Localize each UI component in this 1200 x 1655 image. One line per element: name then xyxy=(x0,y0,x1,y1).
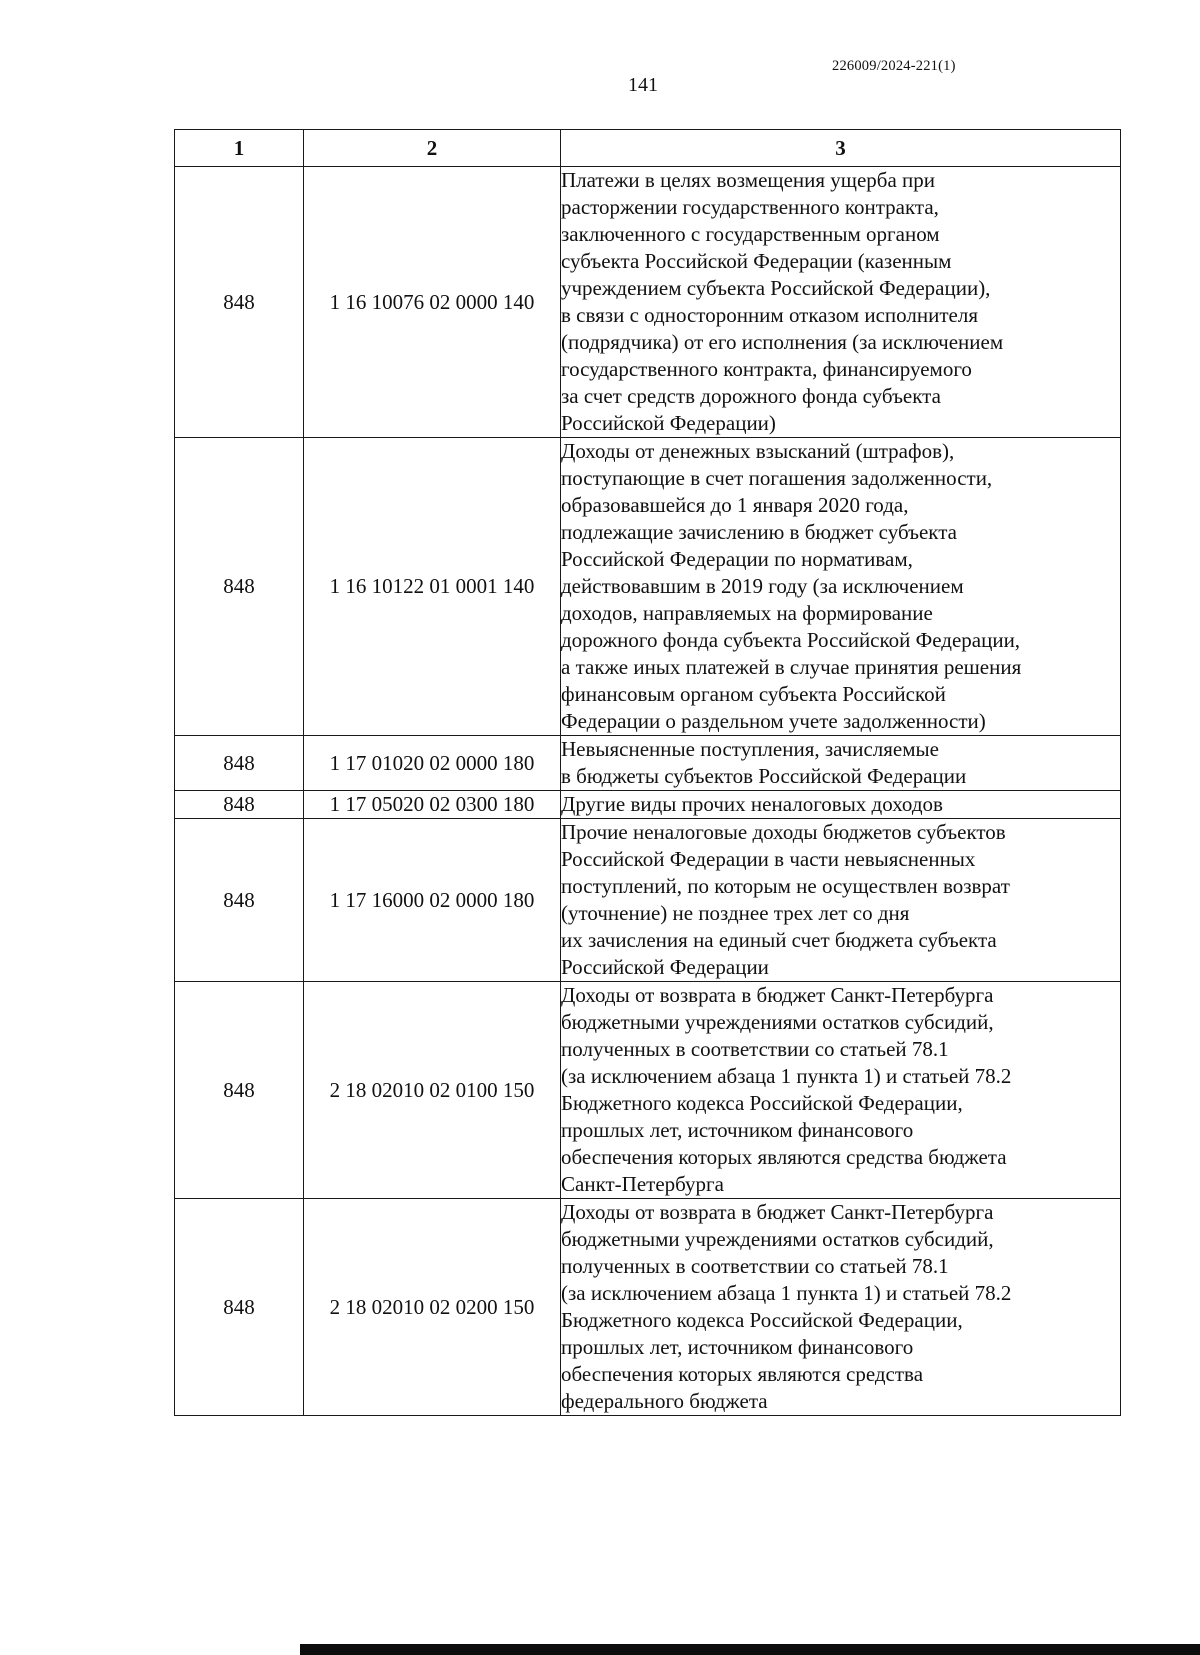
revenue-description-cell: Другие виды прочих неналоговых доходов xyxy=(561,791,1121,819)
table-header-row xyxy=(175,130,1121,167)
scan-edge-line xyxy=(300,1644,1200,1655)
table-row xyxy=(175,736,1121,791)
revenue-code-cell: 2 18 02010 02 0100 150 xyxy=(304,982,561,1199)
table-row xyxy=(175,1199,1121,1416)
admin-code-cell: 848 xyxy=(175,438,304,736)
table-row xyxy=(175,819,1121,982)
revenue-code-cell: 2 18 02010 02 0200 150 xyxy=(304,1199,561,1416)
admin-code-cell: 848 xyxy=(175,982,304,1199)
column-header-1: 1 xyxy=(175,130,304,167)
revenue-code-cell: 1 17 16000 02 0000 180 xyxy=(304,819,561,982)
admin-code-cell: 848 xyxy=(175,819,304,982)
admin-code-cell: 848 xyxy=(175,167,304,438)
page-number: 141 xyxy=(628,74,658,96)
column-header-2: 2 xyxy=(304,130,561,167)
revenue-description-cell: Доходы от возврата в бюджет Санкт-Петербурга бюджетными учреждениями остатков субсидий, полученных в соответствии со статьей 78.1 (за исключением абзаца 1 пункта 1) и статьей 78.2 Бюджетного кодекса Российской Федерации, прошлых лет, источником финансового обеспечения которых являются средства федерального бюджета xyxy=(561,1199,1121,1416)
revenue-code-cell: 1 17 01020 02 0000 180 xyxy=(304,736,561,791)
revenue-code-cell: 1 16 10076 02 0000 140 xyxy=(304,167,561,438)
table-row xyxy=(175,438,1121,736)
table-row xyxy=(175,982,1121,1199)
revenue-code-cell: 1 17 05020 02 0300 180 xyxy=(304,791,561,819)
admin-code-cell: 848 xyxy=(175,1199,304,1416)
revenue-code-cell: 1 16 10122 01 0001 140 xyxy=(304,438,561,736)
revenue-description-cell: Платежи в целях возмещения ущерба при расторжении государственного контракта, заключенного с государственным органом субъекта Российской Федерации (казенным учреждением субъекта Российской Федерации), в связи с односторонним отказом исполнителя (подрядчика) от его исполнения (за исключением государственного контракта, финансируемого за счет средств дорожного фонда субъекта Российской Федерации) xyxy=(561,167,1121,438)
column-header-3: 3 xyxy=(561,130,1121,167)
table-row xyxy=(175,791,1121,819)
admin-code-cell: 848 xyxy=(175,736,304,791)
budget-revenue-table xyxy=(174,129,1121,1416)
revenue-description-cell: Прочие неналоговые доходы бюджетов субъектов Российской Федерации в части невыясненных поступлений, по которым не осуществлен возврат (уточнение) не позднее трех лет со дня их зачисления на единый счет бюджета субъекта Российской Федерации xyxy=(561,819,1121,982)
revenue-description-cell: Невыясненные поступления, зачисляемые в бюджеты субъектов Российской Федерации xyxy=(561,736,1121,791)
admin-code-cell: 848 xyxy=(175,791,304,819)
table-row xyxy=(175,167,1121,438)
revenue-description-cell: Доходы от денежных взысканий (штрафов), поступающие в счет погашения задолженности, образовавшейся до 1 января 2020 года, подлежащие зачислению в бюджет субъекта Российской Федерации по нормативам, действовавшим в 2019 году (за исключением доходов, направляемых на формирование дорожного фонда субъекта Российской Федерации, а также иных платежей в случае принятия решения финансовым органом субъекта Российской Федерации о раздельном учете задолженности) xyxy=(561,438,1121,736)
revenue-description-cell: Доходы от возврата в бюджет Санкт-Петербурга бюджетными учреждениями остатков субсидий, полученных в соответствии со статьей 78.1 (за исключением абзаца 1 пункта 1) и статьей 78.2 Бюджетного кодекса Российской Федерации, прошлых лет, источником финансового обеспечения которых являются средства бюджета Санкт-Петербурга xyxy=(561,982,1121,1199)
document-reference-number: 226009/2024-221(1) xyxy=(832,58,956,74)
